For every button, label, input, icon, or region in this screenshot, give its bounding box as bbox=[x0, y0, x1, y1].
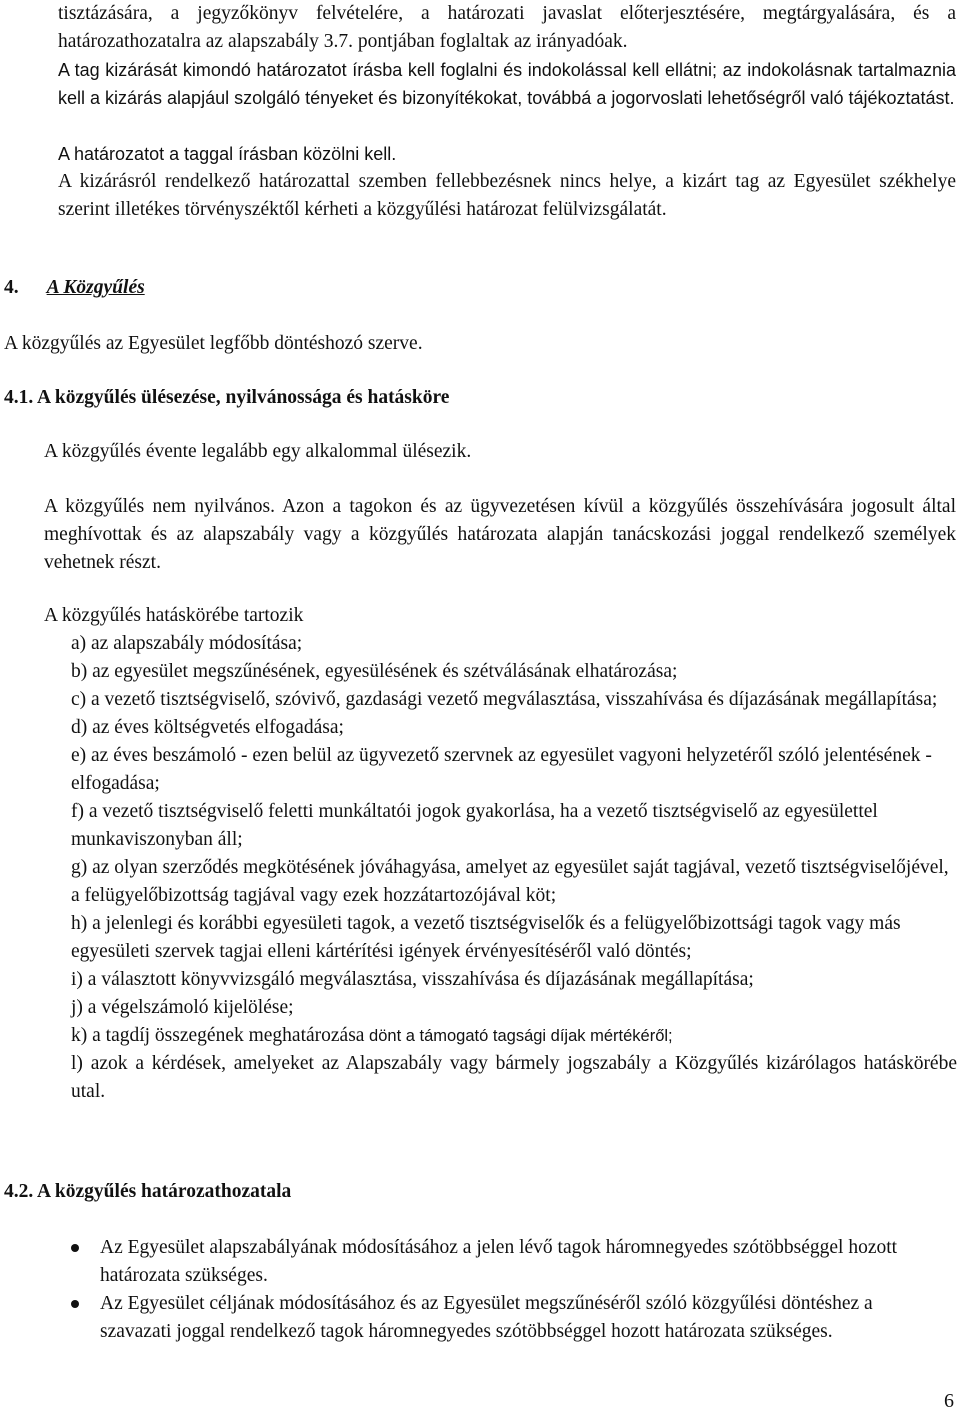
competence-item-c: c) a vezető tisztségviselő, szóvivő, gazdasági vezető megválasztása, visszahívása és díjazásának megállapítása; bbox=[71, 689, 938, 710]
competence-item-k bbox=[71, 1022, 957, 1050]
bullet-item-amendment: Az Egyesület alapszabályának módosításához a jelen lévő tagok háromnegyedes szótöbbséggel hozott határozata szükséges. bbox=[100, 1237, 898, 1286]
competence-item-b: b) az egyesület megszűnésének, egyesülésének és szétválásának elhatározása; bbox=[71, 661, 678, 682]
section-42-heading: 4.2. A közgyűlés határozathozatala bbox=[4, 1181, 292, 1202]
section-4-heading bbox=[4, 274, 145, 302]
competence-item-d: d) az éves költségvetés elfogadása; bbox=[71, 717, 344, 738]
paragraph-exclusion-decision: A tag kizárását kimondó határozatot írásba kell foglalni és indokolással kell ellátni; az indokolásnak tartalmaznia kell a kizárás alapjául szolgáló tényeket és bizonyítékokat, továbbá a jogorvoslati lehetőségről való tájékoztatást. bbox=[58, 60, 956, 108]
competence-item-l: l) azok a kérdések, amelyeket az Alapszabály vagy bármely jogszabály a Közgyűlés kizárólagos hatáskörébe utal. bbox=[71, 1053, 957, 1102]
page-number: 6 bbox=[944, 1390, 954, 1412]
competence-item-j: j) a végelszámoló kijelölése; bbox=[71, 997, 294, 1018]
paragraph-appeal: A kizárásról rendelkező határozattal szemben fellebbezésnek nincs helye, a kizárt tag az Egyesület székhelye szerint illetékes törvényszéktől kérheti a közgyűlési határozat felülvizsgálatát. bbox=[58, 171, 956, 220]
paragraph-continuation: tisztázására, a jegyzőkönyv felvételére, a határozati javaslat előterjesztésére, megtárgyalására, és a határozathozatalra az alapszabály 3.7. pontjában foglaltak az irányadóak. bbox=[58, 3, 956, 52]
competence-item-k-part2: dönt a támogató tagsági díjak mértékéről; bbox=[364, 1027, 673, 1045]
section-41-publicity: A közgyűlés nem nyilvános. Azon a tagokon és az ügyvezetésen kívül a közgyűlés összehívására jogosult által meghívottak és az alapszabály vagy a közgyűlés határozata alapján tanácskozási joggal rendelkező személyek vehetnek részt. bbox=[44, 496, 956, 573]
section-4-title: A Közgyűlés bbox=[46, 277, 145, 298]
competence-item-a: a) az alapszabály módosítása; bbox=[71, 633, 303, 654]
section-41-heading: 4.1. A közgyűlés ülésezése, nyilvánossága és hatásköre bbox=[4, 387, 450, 408]
section-4-number: 4. bbox=[4, 277, 19, 298]
bullet-item-dissolution: Az Egyesület céljának módosításához és az Egyesület megszűnéséről szóló közgyűlési döntéshez a szavazati joggal rendelkező tagok háromnegyedes szótöbbséggel hozott határozata szükséges. bbox=[100, 1293, 873, 1342]
competence-item-e: e) az éves beszámoló - ezen belül az ügyvezető szervnek az egyesület vagyoni helyzetéről szóló jelentésének - elfogadása; bbox=[71, 745, 932, 794]
competence-list-intro: A közgyűlés hatáskörébe tartozik bbox=[44, 605, 304, 626]
bullet-icon bbox=[71, 1244, 79, 1252]
competence-item-i: i) a választott könyvvizsgáló megválasztása, visszahívása és díjazásának megállapítása; bbox=[71, 969, 754, 990]
competence-list bbox=[71, 630, 957, 1106]
section-4-intro: A közgyűlés az Egyesület legfőbb döntéshozó szerve. bbox=[4, 333, 423, 354]
bullet-icon bbox=[71, 1300, 79, 1308]
competence-item-h: h) a jelenlegi és korábbi egyesületi tagok, a vezető tisztségviselők és a felügyelőbizottsági tagok vagy más egyesületi szervek tagjai elleni kártérítési igények érvényesítéséről való döntés; bbox=[71, 913, 901, 962]
section-41-meeting-frequency: A közgyűlés évente legalább egy alkalommal ülésezik. bbox=[44, 441, 472, 462]
competence-item-k-part1: k) a tagdíj összegének meghatározása bbox=[71, 1025, 365, 1046]
competence-item-f: f) a vezető tisztségviselő feletti munkáltatói jogok gyakorlása, ha a vezető tisztségviselő az egyesülettel munkaviszonyban áll; bbox=[71, 801, 878, 850]
paragraph-written-notice: A határozatot a taggal írásban közölni kell. bbox=[58, 144, 397, 164]
competence-item-g: g) az olyan szerződés megkötésének jóváhagyása, amelyet az egyesület saját tagjával, vezető tisztségviselőjével, a felügyelőbizottság tagjával vagy ezek hozzátartozójával köt; bbox=[71, 857, 949, 906]
